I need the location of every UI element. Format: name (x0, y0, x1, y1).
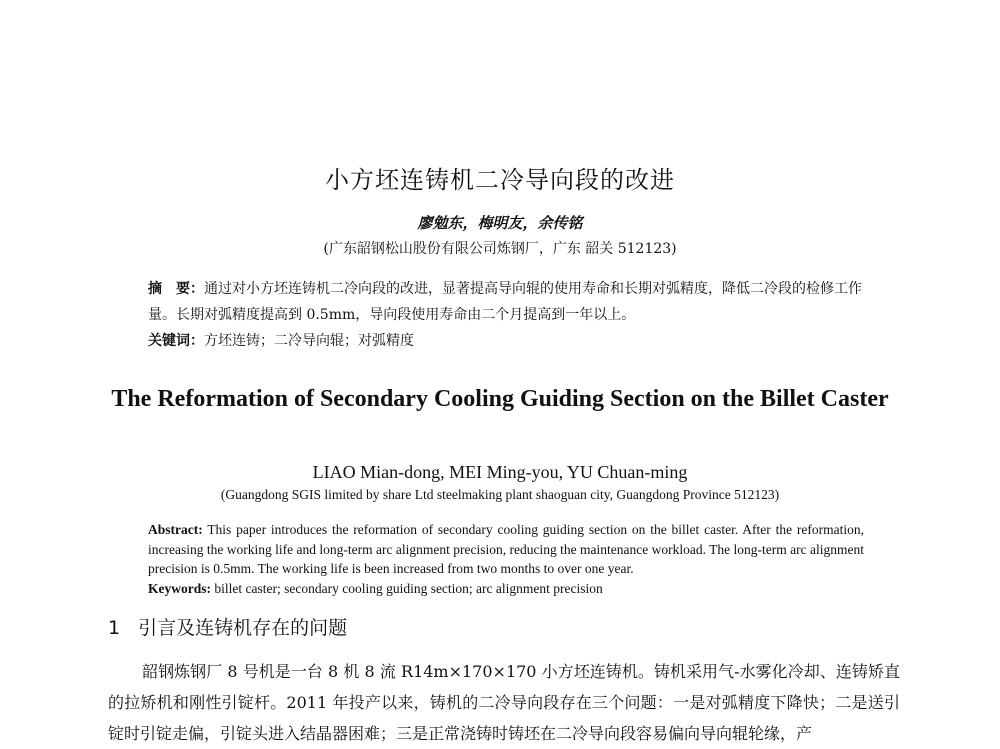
section-title: 引言及连铸机存在的问题 (138, 617, 348, 639)
body-paragraph (108, 656, 900, 749)
chinese-abstract-block (148, 276, 864, 354)
english-abstract-block (148, 520, 864, 598)
english-abstract-text: This paper introduces the reformation of secondary cooling guiding section on the billet caster. After the reformation, increasing the working life and long-term arc alignment precision, reducing the maintenance workload. The long-term arc alignment precision is 0.5mm. The working life is been increased from two months to over one year. (148, 522, 864, 576)
chinese-abstract-label: 摘 要： (148, 281, 204, 297)
english-keywords-label: Keywords: (148, 580, 211, 596)
chinese-title: 小方坯连铸机二冷导向段的改进 (325, 166, 675, 194)
chinese-abstract (148, 276, 864, 328)
english-abstract-label: Abstract: (148, 522, 203, 537)
chinese-abstract-text: 通过对小方坯连铸机二冷向段的改进，显著提高导向辊的使用寿命和长期对弧精度，降低二冷段的检修工作量。长期对弧精度提高到 0.5mm，导向段使用寿命由二个月提高到一年以上。 (148, 281, 862, 323)
english-abstract (148, 520, 864, 579)
section-number: 1 (108, 617, 121, 639)
english-affiliation: (Guangdong SGIS limited by share Ltd steelmaking plant shaoguan city, Guangdong Province 512123) (220, 487, 780, 502)
chinese-keywords-text: 方坯连铸；二冷导向辊；对弧精度 (204, 333, 414, 349)
chinese-keywords (148, 328, 864, 354)
chinese-keywords-label: 关键词： (148, 333, 204, 349)
chinese-affiliation: (广东韶钢松山股份有限公司炼钢厂，广东 韶关 512123) (323, 241, 677, 257)
english-keywords-text: billet caster; secondary cooling guiding section; arc alignment precision (214, 580, 603, 596)
section-heading (108, 613, 347, 640)
chinese-authors: 廖勉东，梅明友，余传铭 (417, 214, 583, 232)
english-keywords (148, 579, 864, 599)
body-paragraph-text: 韶钢炼钢厂 8 号机是一台 8 机 8 流 R14m×170×170 小方坯连铸机。铸机采用气-水雾化冷却、连铸矫直的拉矫机和刚性引锭杆。2011 年投产以来，铸机的二冷导向段存在三个问题：一是对弧精度下降快；二是送引锭时引锭走偏，引锭头进入结晶器困难；三是正常浇铸时铸坯在二冷导向段容易偏向导向辊轮缘，产 (108, 662, 900, 743)
english-authors: LIAO Mian-dong, MEI Ming-you, YU Chuan-ming (312, 462, 688, 482)
english-title: The Reformation of Secondary Cooling Guiding Section on the Billet Caster (111, 386, 889, 412)
